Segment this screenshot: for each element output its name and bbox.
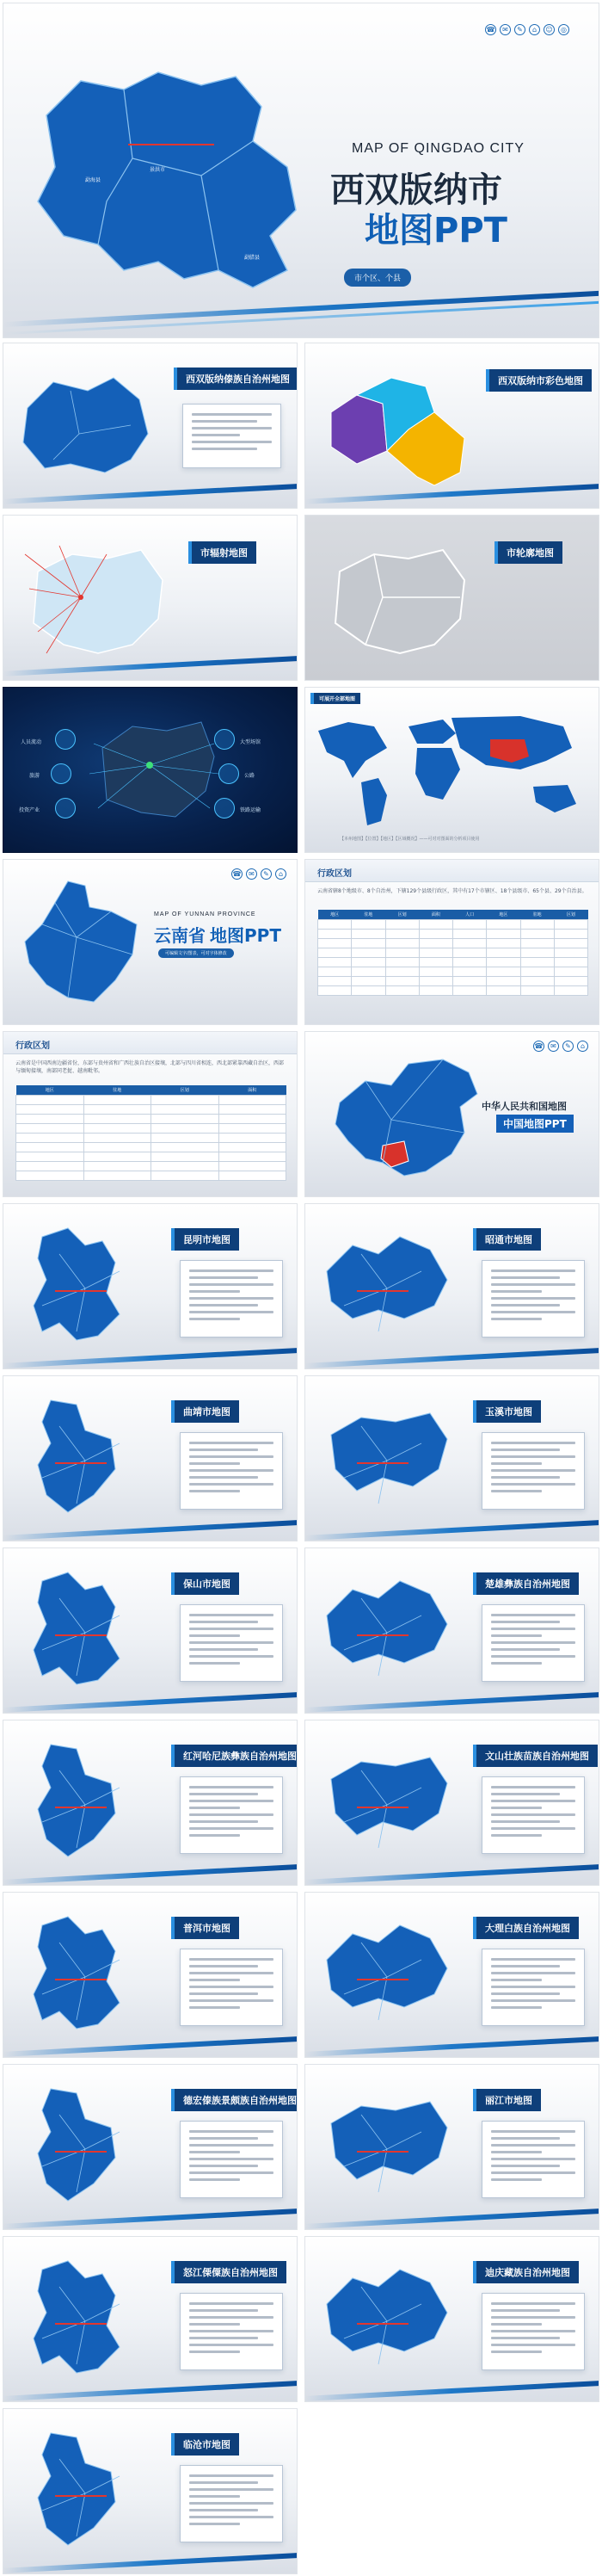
chat-icon[interactable]: ✎: [562, 1041, 574, 1052]
slide-title: 德宏傣族景颇族自治州地图: [171, 2089, 298, 2111]
city-map: [16, 2252, 154, 2386]
slide-radiation-map: [3, 515, 298, 681]
yunnan-icon-row: [231, 868, 286, 880]
description-box: [482, 1604, 585, 1682]
globe-icon[interactable]: ◎: [558, 24, 569, 35]
china-icon-row: [533, 1041, 588, 1052]
slide-title: 昆明市地图: [171, 1228, 239, 1251]
slide-network-map: [3, 687, 298, 853]
description-box: [180, 1604, 283, 1682]
description-box: [182, 404, 281, 468]
chat-icon[interactable]: ✎: [514, 24, 525, 35]
slide-color-map: [304, 343, 599, 509]
slide-title: 文山壮族苗族自治州地图: [473, 1745, 598, 1767]
city-slide: [3, 1720, 298, 1886]
slide-admin-table: [304, 859, 599, 1025]
yunnan-title-ppt: 地图PPT: [210, 925, 281, 946]
node-circle: [214, 729, 235, 750]
slide-title: 大理白族自治州地图: [473, 1917, 579, 1939]
slide-title: 红河哈尼族彝族自治州地图: [171, 1745, 298, 1767]
table-header: 区划: [554, 910, 587, 920]
city-highlight-line: [55, 1290, 107, 1292]
description-box: [180, 1949, 283, 2026]
network-map: [89, 713, 218, 825]
table-row: [318, 967, 588, 977]
yunnan-map: [16, 877, 145, 1010]
admin-table: [317, 910, 588, 996]
city-map: [318, 2252, 456, 2386]
region-map: [19, 374, 157, 477]
slide-title: 迪庆藏族自治州地图: [473, 2261, 579, 2283]
city-map: [318, 2080, 456, 2214]
city-map: [16, 2425, 154, 2558]
table-row: [318, 939, 588, 948]
city-highlight-line: [55, 2151, 107, 2153]
slide-yunnan-cover: [3, 859, 298, 1025]
slide-title: 昭通市地图: [473, 1228, 541, 1251]
decor-stripe: [3, 291, 599, 327]
slide-title: 保山市地图: [171, 1572, 239, 1595]
description-box: [180, 2121, 283, 2198]
home-icon[interactable]: ⌂: [577, 1041, 588, 1052]
slide-outline-map: [304, 515, 599, 681]
description-box: [482, 1776, 585, 1854]
city-highlight-line: [357, 2151, 408, 2153]
city-slide: [304, 1720, 599, 1886]
mail-icon[interactable]: ✉: [500, 24, 511, 35]
phone-icon[interactable]: ☎: [486, 26, 495, 34]
city-slide: [3, 1203, 298, 1369]
city-highlight-line: [55, 1634, 107, 1636]
city-slide: [304, 2064, 599, 2230]
outline-map: [322, 537, 477, 658]
xishuangbanna-map: [29, 64, 313, 296]
yunnan-subtitle: MAP OF YUNNAN PROVINCE: [154, 911, 256, 917]
table-row: [318, 930, 588, 939]
slide-title: 临沧市地图: [171, 2433, 239, 2456]
slide-world-map: [304, 687, 599, 853]
node-label: 铁路运输: [240, 807, 261, 813]
city-map: [16, 1564, 154, 1697]
slide-region-map: [3, 343, 298, 509]
city-slide: [3, 2064, 298, 2230]
table-header: 面积: [218, 1085, 286, 1096]
city-highlight-line: [357, 1979, 408, 1980]
description-box: [180, 1260, 283, 1337]
node-label: 投资产业: [19, 807, 40, 813]
cover-title-ppt: 地图PPT: [365, 211, 507, 250]
slide-title: 西双版纳市彩色地图: [486, 369, 592, 392]
node-label: 人员流动: [21, 739, 42, 745]
description-box: [180, 1432, 283, 1510]
color-map: [322, 369, 477, 490]
phone-icon[interactable]: ☎: [534, 1042, 544, 1050]
table-row: [16, 1143, 286, 1152]
mail-icon[interactable]: ✉: [246, 868, 257, 880]
table-row: [16, 1162, 286, 1171]
description-box: [482, 2121, 585, 2198]
user-icon[interactable]: ☺: [544, 24, 555, 35]
slide-admin-table-2: [3, 1031, 298, 1197]
slide-title: 丽江市地图: [473, 2089, 541, 2111]
node-label: 公路: [244, 773, 255, 779]
table-row: [318, 948, 588, 958]
city-slide: [3, 1547, 298, 1714]
table-row: [16, 1152, 286, 1162]
description-box: [180, 2293, 283, 2370]
map-label: 勐腊县: [244, 255, 261, 261]
home-icon[interactable]: ⌂: [529, 24, 540, 35]
city-slide: [304, 1547, 599, 1714]
table-row: [16, 1115, 286, 1124]
table-row: [16, 1096, 286, 1105]
mail-icon[interactable]: ✉: [548, 1041, 559, 1052]
radiation-map: [21, 537, 175, 662]
map-label: 景洪市: [150, 167, 166, 173]
table-header: 驻地: [83, 1085, 151, 1096]
cover-pill: 市个区、个县: [344, 269, 411, 287]
city-highlight-line: [55, 2495, 107, 2497]
table-row: [16, 1171, 286, 1181]
city-map: [16, 1908, 154, 2042]
phone-icon[interactable]: ☎: [232, 870, 242, 878]
admin-table: [15, 1085, 286, 1181]
city-map: [16, 1220, 154, 1353]
description-box: [482, 1260, 585, 1337]
china-map: [322, 1051, 486, 1189]
section-title: 行政区划: [15, 1041, 50, 1051]
slide-title: 可展开全部地图: [310, 693, 360, 704]
node-circle: [55, 798, 76, 819]
city-slide: [3, 2236, 298, 2402]
city-slide: [3, 1375, 298, 1541]
city-highlight-line: [55, 2323, 107, 2325]
city-map: [16, 2080, 154, 2214]
table-row: [318, 986, 588, 996]
table-row: [16, 1134, 286, 1143]
map-label: 勐海县: [85, 177, 101, 183]
china-title: 中华人民共和国地图: [482, 1101, 567, 1112]
description-box: [180, 1776, 283, 1854]
city-highlight-line: [357, 1462, 408, 1464]
table-row: [16, 1105, 286, 1115]
city-map: [318, 1736, 456, 1869]
cover-title: 西双版纳市: [330, 170, 502, 210]
city-slide: [304, 1203, 599, 1369]
world-caption: 【本州地图】【位置】【地区】【区域概况】——可对对图面的分析项目使用: [340, 837, 480, 842]
description-box: [180, 2465, 283, 2542]
city-slide: [3, 1892, 298, 2058]
slide-title: 普洱市地图: [171, 1917, 239, 1939]
table-header: 人口: [453, 910, 487, 920]
china-title-ppt: 中国地图PPT: [496, 1115, 574, 1133]
decor-stripe: [3, 484, 297, 504]
cover-highlight-line: [128, 144, 214, 145]
city-highlight-line: [55, 1979, 107, 1980]
node-label: 大型场馆: [240, 739, 261, 745]
cover-slide: [3, 3, 599, 338]
yunnan-title: 云南省: [154, 925, 206, 946]
cover-subtitle: MAP OF QINGDAO CITY: [352, 141, 525, 156]
table-header: 区划: [385, 910, 419, 920]
table-header: 区划: [151, 1085, 219, 1096]
city-map: [318, 1220, 456, 1353]
city-map: [318, 1908, 456, 2042]
section-title: 行政区划: [317, 869, 352, 879]
city-slide: [3, 2408, 298, 2574]
city-highlight-line: [357, 1807, 408, 1808]
description-box: [482, 1949, 585, 2026]
city-slide: [304, 2236, 599, 2402]
world-map: [314, 709, 593, 830]
slide-title: 西双版纳傣族自治州地图: [174, 368, 298, 390]
city-highlight-line: [357, 2323, 408, 2325]
node-circle: [218, 763, 239, 784]
home-icon[interactable]: ⌂: [275, 868, 286, 880]
slide-title: 楚雄彝族自治州地图: [473, 1572, 579, 1595]
section-text: 云南省辖8个地级市、8个自治州，下辖129个县级行政区，其中有17个市辖区、18个县级市、65个县、29个自治县。: [317, 888, 587, 894]
city-map: [16, 1392, 154, 1525]
table-row: [318, 920, 588, 930]
description-box: [482, 1432, 585, 1510]
description-box: [482, 2293, 585, 2370]
city-slide: [304, 1375, 599, 1541]
table-row: [318, 977, 588, 986]
section-text: 云南省是中国西南边疆省份，东部与贵州省和广西壮族自治区接壤，北部与四川省相连，西北部紧靠西藏自治区，西部与缅甸接壤，南部同老挝、越南毗邻。: [15, 1060, 285, 1074]
slide-title: 市辐射地图: [188, 541, 256, 564]
slide-title: 曲靖市地图: [171, 1400, 239, 1423]
node-circle: [214, 798, 235, 819]
node-circle: [55, 729, 76, 750]
table-header: 驻地: [520, 910, 554, 920]
city-highlight-line: [55, 1807, 107, 1808]
table-header: 驻地: [352, 910, 385, 920]
city-map: [318, 1392, 456, 1525]
slide-china-map: [304, 1031, 599, 1197]
slide-title: 市轮廓地图: [494, 541, 562, 564]
slide-title: 玉溪市地图: [473, 1400, 541, 1423]
chat-icon[interactable]: ✎: [261, 868, 272, 880]
slide-title: 怒江傈僳族自治州地图: [171, 2261, 286, 2283]
table-header: 面积: [419, 910, 452, 920]
city-highlight-line: [357, 1634, 408, 1636]
table-row: [16, 1124, 286, 1134]
city-map: [318, 1564, 456, 1697]
city-highlight-line: [55, 1462, 107, 1464]
node-circle: [51, 763, 71, 784]
city-map: [16, 1736, 154, 1869]
yunnan-pill: 可编辑文字/图表，可对字体修改: [158, 948, 234, 958]
table-row: [318, 958, 588, 967]
city-slide: [304, 1892, 599, 2058]
table-header: 地区: [16, 1085, 84, 1096]
node-label: 旅游: [29, 773, 40, 779]
cover-icon-row: [485, 24, 569, 35]
table-header: 地区: [487, 910, 520, 920]
city-highlight-line: [357, 1290, 408, 1292]
table-header: 地区: [318, 910, 352, 920]
